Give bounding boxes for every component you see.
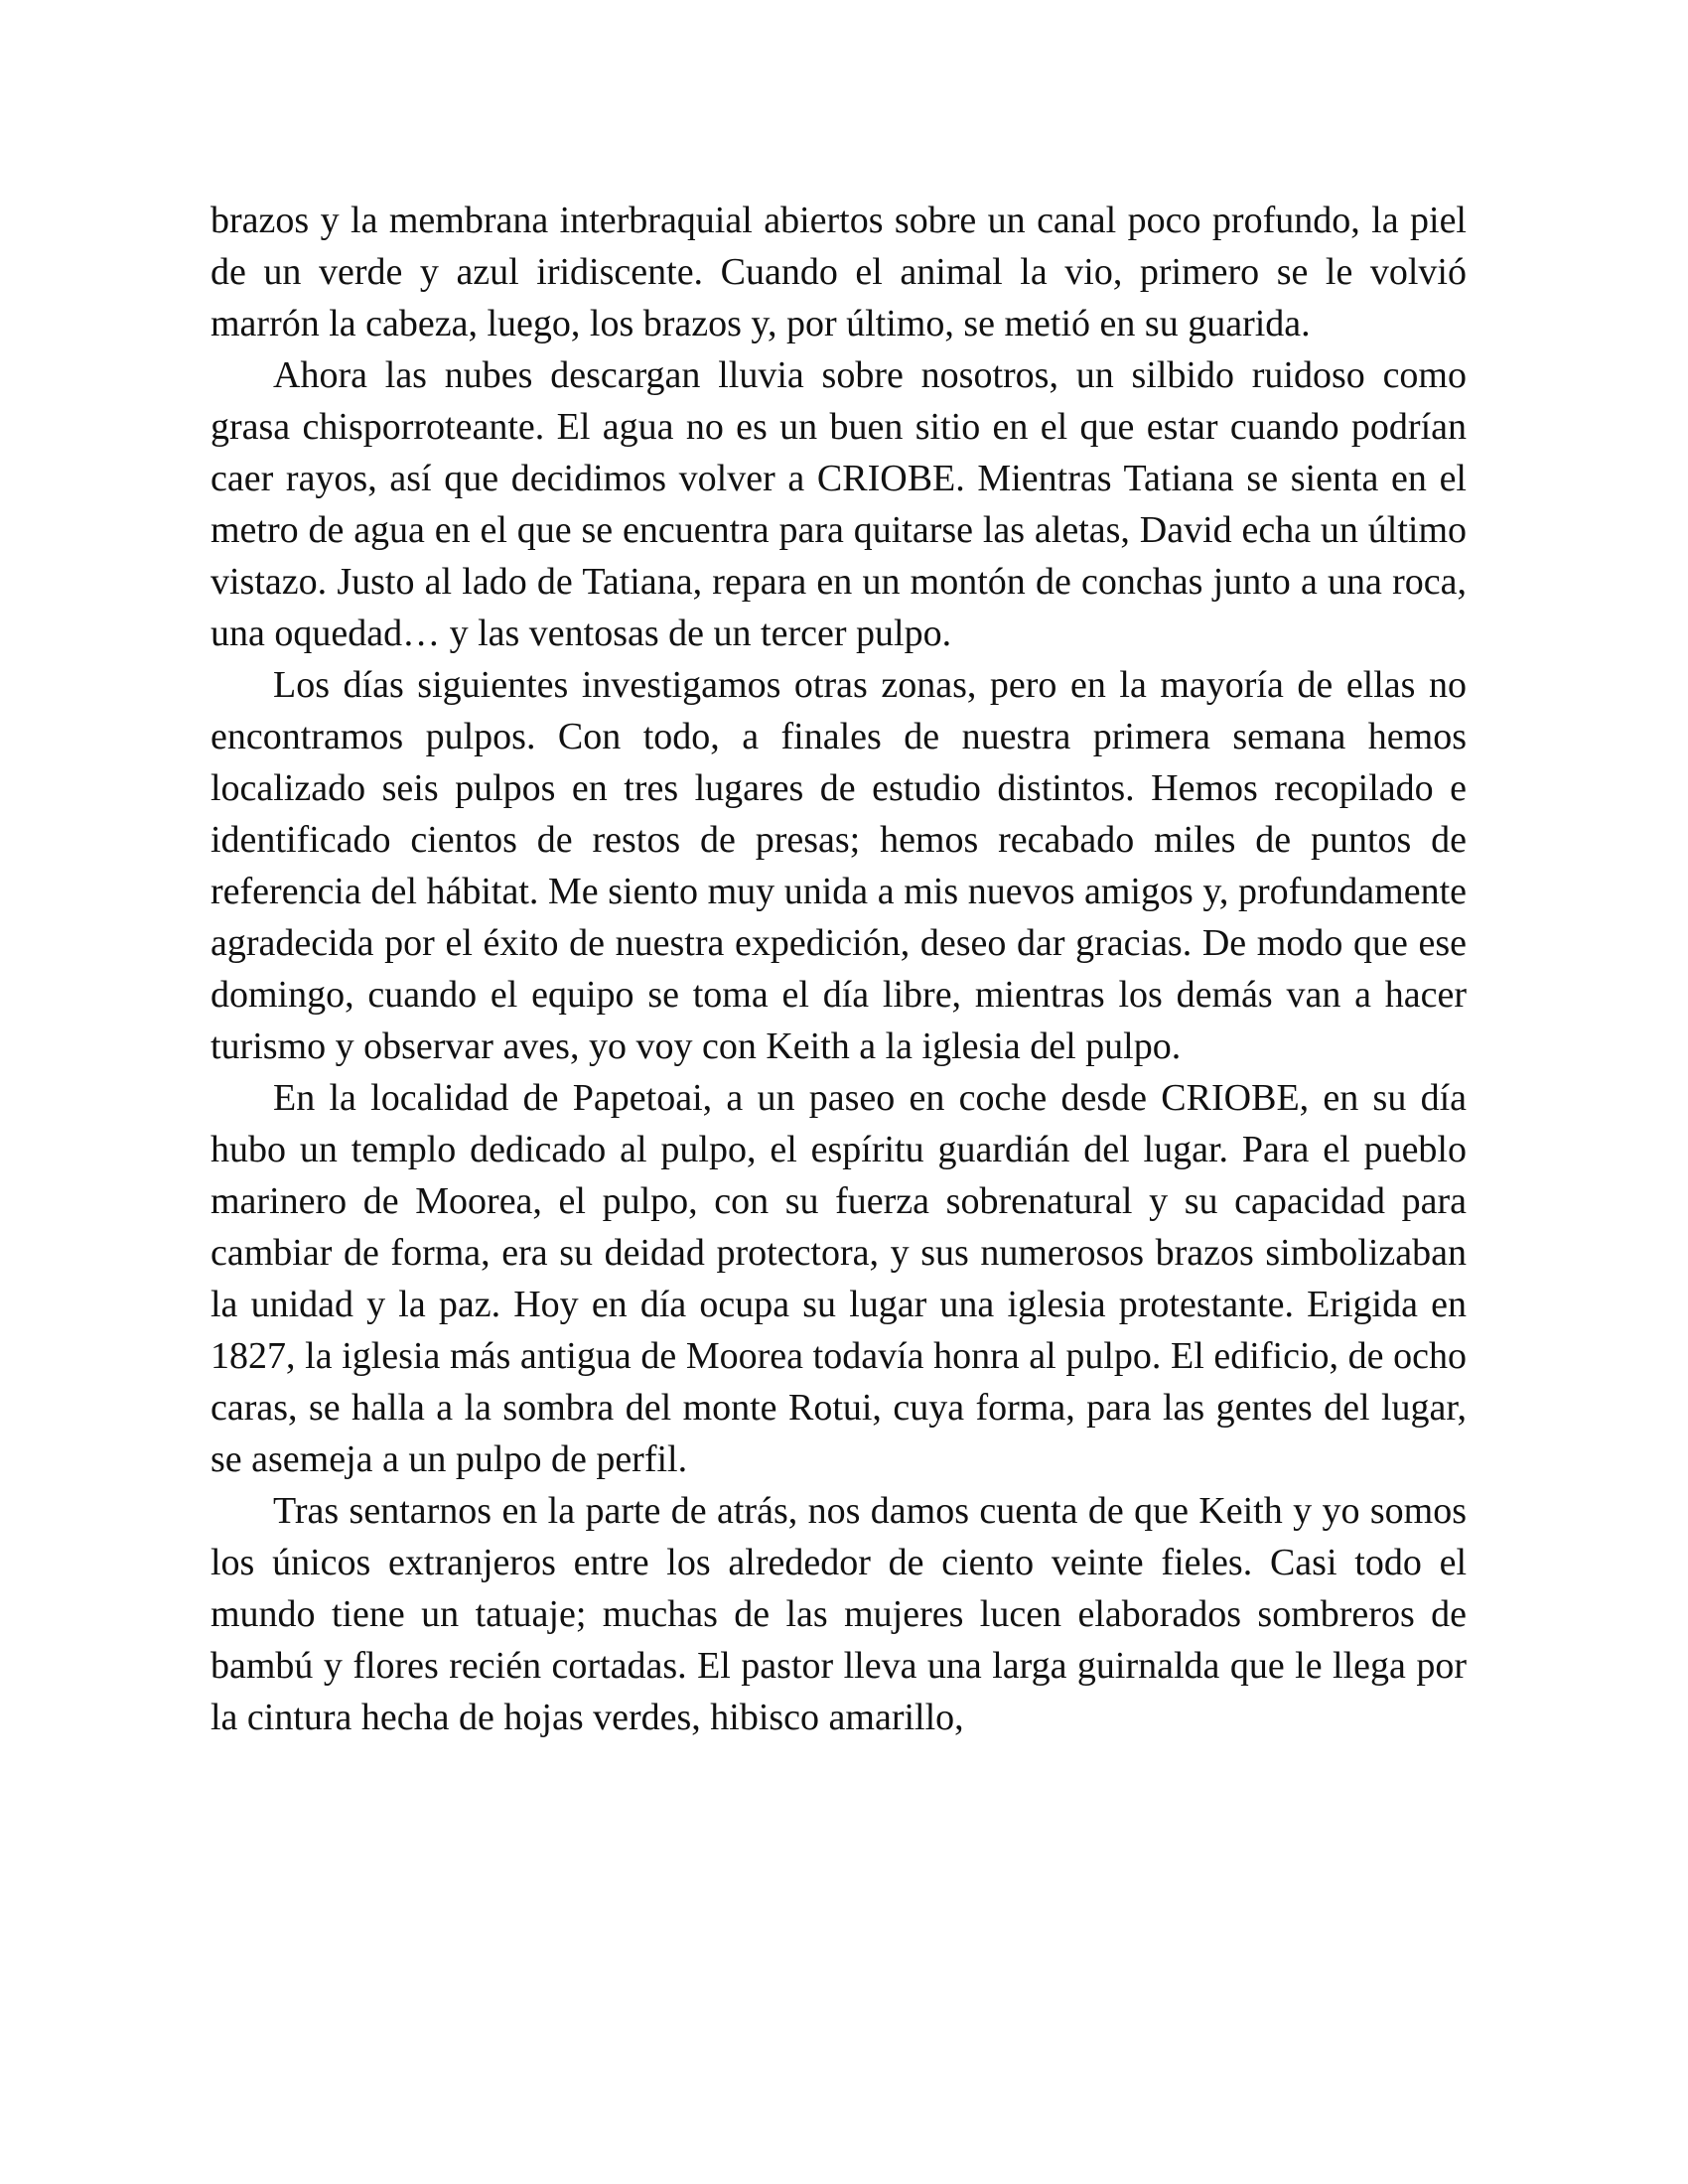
paragraph-2: Ahora las nubes descargan lluvia sobre nosotros, un silbido ruidoso como grasa chisporroteante. El agua no es un buen sitio en el que estar cuando podrían caer rayos, así que decidimos volver a CRIOBE. Mientras Tatiana se sienta en el metro de agua en el que se encuentra para quitarse las aletas, David echa un último vistazo. Justo al lado de Tatiana, repara en un montón de conchas junto a una roca, una oquedad… y las ventosas de un tercer pulpo. — [211, 354, 1467, 654]
paragraph-4: En la localidad de Papetoai, a un paseo en coche desde CRIOBE, en su día hubo un templo dedicado al pulpo, el espíritu guardián del lugar. Para el pueblo marinero de Moorea, el pulpo, con su fuerza sobrenatural y su capacidad para cambiar de forma, era su deidad protectora, y sus numerosos brazos simbolizaban la unidad y la paz. Hoy en día ocupa su lugar una iglesia protestante. Erigida en 1827, la iglesia más antigua de Moorea todavía honra al pulpo. El edificio, de ocho caras, se halla a la sombra del monte Rotui, cuya forma, para las gentes del lugar, se asemeja a un pulpo de perfil. — [211, 1077, 1467, 1480]
paragraph-3: Los días siguientes investigamos otras zonas, pero en la mayoría de ellas no encontramos pulpos. Con todo, a finales de nuestra primera semana hemos localizado seis pulpos en tres lugares de estudio distintos. Hemos recopilado e identificado cientos de restos de presas; hemos recabado miles de puntos de referencia del hábitat. Me siento muy unida a mis nuevos amigos y, profundamente agradecida por el éxito de nuestra expedición, deseo dar gracias. De modo que ese domingo, cuando el equipo se toma el día libre, mientras los demás van a hacer turismo y observar aves, yo voy con Keith a la iglesia del pulpo. — [211, 664, 1467, 1067]
page-text-block — [211, 195, 1467, 1743]
paragraph-5: Tras sentarnos en la parte de atrás, nos damos cuenta de que Keith y yo somos los únicos extranjeros entre los alrededor de ciento veinte fieles. Casi todo el mundo tiene un tatuaje; muchas de las mujeres lucen elaborados sombreros de bambú y flores recién cortadas. El pastor lleva una larga guirnalda que le llega por la cintura hecha de hojas verdes, hibisco amarillo, — [211, 1490, 1467, 1738]
paragraph-1: brazos y la membrana interbraquial abiertos sobre un canal poco profundo, la piel de un verde y azul iridiscente. Cuando el animal la vio, primero se le volvió marrón la cabeza, luego, los brazos y, por último, se metió en su guarida. — [211, 200, 1467, 344]
